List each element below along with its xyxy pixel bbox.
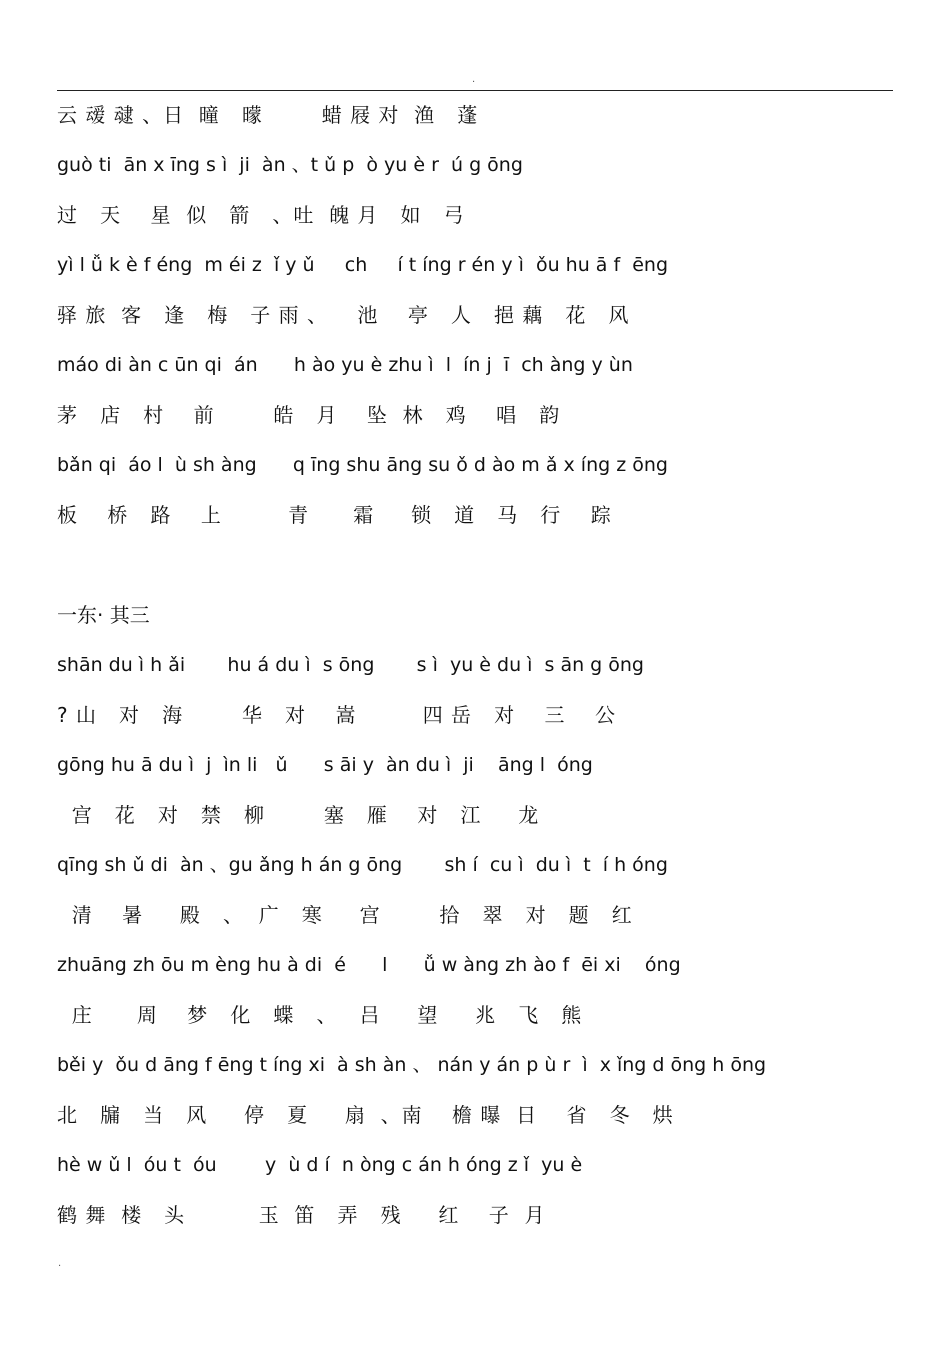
footer-mark: . [58, 1258, 62, 1269]
hanzi-line: 北 牖 当 风 停 夏 扇 、南 檐 曝 日 省 冬 烘 [57, 1103, 674, 1127]
pinyin-line: hè w ǔ l óu t óu y ù d í n òng c án h óng z ǐ yu è [57, 1154, 583, 1176]
pinyin-line: běi y ǒu d āng f ēng t íng xi à sh àn 、 nán y án p ù r ì x ǐng d ōng h ōng [57, 1054, 767, 1076]
header-rule [57, 90, 893, 91]
hanzi-line: 过 天 星 似 箭 、吐 魄 月 如 弓 [57, 203, 465, 227]
header-mark: . [472, 74, 476, 85]
pinyin-line: qīng sh ǔ di àn 、gu ǎng h án g ōng sh í cu ì du ì t í h óng [57, 854, 668, 876]
hanzi-line: 板 桥 路 上 青 霜 锁 道 马 行 踪 [57, 503, 612, 527]
section-spacer [57, 550, 917, 600]
pinyin-line: máo di àn c ūn qi án h ào yu è zhu ì l ín j ī ch àng y ùn [57, 354, 633, 376]
hanzi-line: 驿 旅 客 逢 梅 子 雨 、 池 亭 人 挹 藕 花 风 [57, 303, 630, 327]
pinyin-line: guò ti ān x īng s ì ji àn 、t ǔ p ò yu è r ú g ōng [57, 154, 523, 176]
hanzi-line: 茅 店 村 前 皓 月 坠 林 鸡 唱 韵 [57, 403, 561, 427]
document-body [57, 100, 917, 1250]
pinyin-line: zhuāng zh ōu m èng hu à di é l ǚ w àng zh ào f ēi xi óng [57, 954, 681, 976]
verse-block-2 [57, 650, 917, 1250]
hanzi-line: 宫 花 对 禁 柳 塞 雁 对 江 龙 [57, 803, 540, 827]
pinyin-line: shān du ì h ǎi hu á du ì s ōng s ì yu è du ì s ān g ōng [57, 654, 644, 676]
section-heading: 一东· 其三 [57, 603, 150, 627]
pinyin-line: gōng hu ā du ì j ìn li ǔ s āi y àn du ì ji āng l óng [57, 754, 593, 776]
hanzi-line: 云 叆 叇 、日 曈 曚 蜡 屐 对 渔 蓬 [57, 103, 479, 127]
pinyin-line: yì l ǚ k è f éng m éi z ǐ y ǔ ch í t íng r én y ì ǒu hu ā f ēng [57, 254, 669, 276]
hanzi-line: 清 暑 殿 、 广 寒 宫 拾 翠 对 题 红 [57, 903, 633, 927]
hanzi-line: ? 山 对 海 华 对 嵩 四 岳 对 三 公 [57, 703, 616, 727]
hanzi-line: 庄 周 梦 化 蝶 、 吕 望 兆 飞 熊 [57, 1003, 583, 1027]
hanzi-line: 鹤 舞 楼 头 玉 笛 弄 残 红 子 月 [57, 1203, 546, 1227]
verse-block-1 [57, 100, 917, 550]
pinyin-line: bǎn qi áo l ù sh àng q īng shu āng su ǒ d ào m ǎ x íng z ōng [57, 454, 668, 476]
